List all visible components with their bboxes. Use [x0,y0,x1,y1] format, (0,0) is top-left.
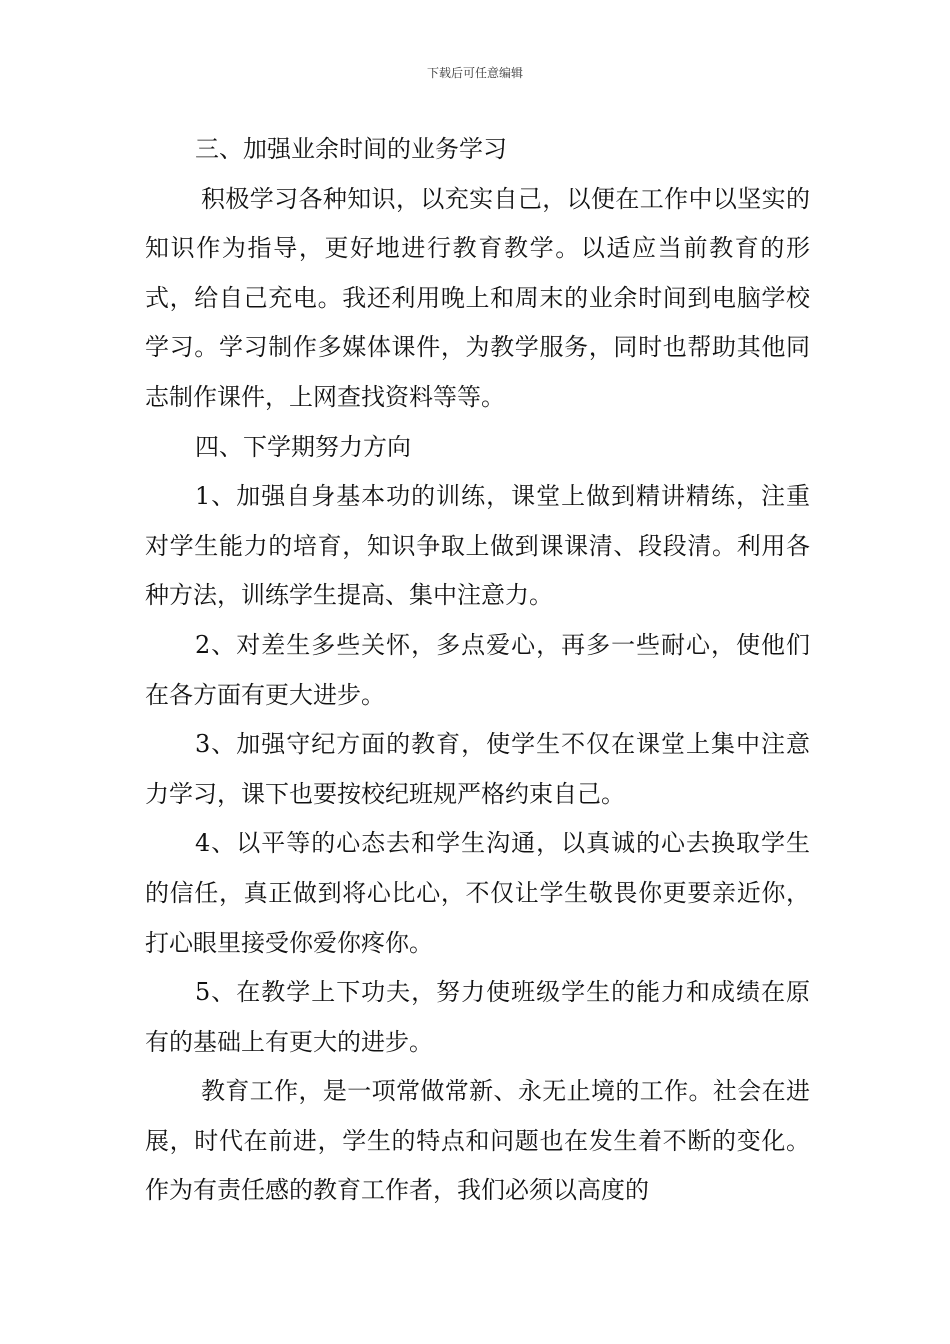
section-heading-3: 三、加强业余时间的业务学习 [195,135,507,163]
list-item-3: 3、加强守纪方面的教育，使学生不仅在课堂上集中注意力学习，课下也要按校纪班规严格约束自己。 [145,730,810,808]
list-item-4: 4、以平等的心态去和学生沟通，以真诚的心去换取学生的信任，真正做到将心比心，不仅让学生敬畏你更要亲近你，打心眼里接受你爱你疼你。 [145,829,810,957]
paragraph-study: 积极学习各种知识，以充实自己，以便在工作中以坚实的知识作为指导，更好地进行教育教学。以适应当前教育的形式，给自己充电。我还利用晚上和周末的业余时间到电脑学校学习。学习制作多媒体课件，为教学服务，同时也帮助其他同志制作课件，上网查找资料等等。 [145,184,810,411]
page-header: 下载后可任意编辑 [426,66,523,80]
list-item-5: 5、在教学上下功夫，努力使班级学生的能力和成绩在原有的基础上有更大的进步。 [145,978,810,1056]
document-body [145,125,810,1216]
paragraph-conclusion: 教育工作，是一项常做常新、永无止境的工作。社会在进展，时代在前进，学生的特点和问题也在发生着不断的变化。作为有责任感的教育工作者，我们必须以高度的 [145,1077,810,1205]
list-item-2: 2、对差生多些关怀，多点爱心，再多一些耐心，使他们在各方面有更大进步。 [145,630,810,709]
section-heading-4: 四、下学期努力方向 [195,432,411,461]
list-item-1: 1、加强自身基本功的训练，课堂上做到精讲精练，注重对学生能力的培育，知识争取上做到课课清、段段清。利用各种方法，训练学生提高、集中注意力。 [145,482,810,610]
